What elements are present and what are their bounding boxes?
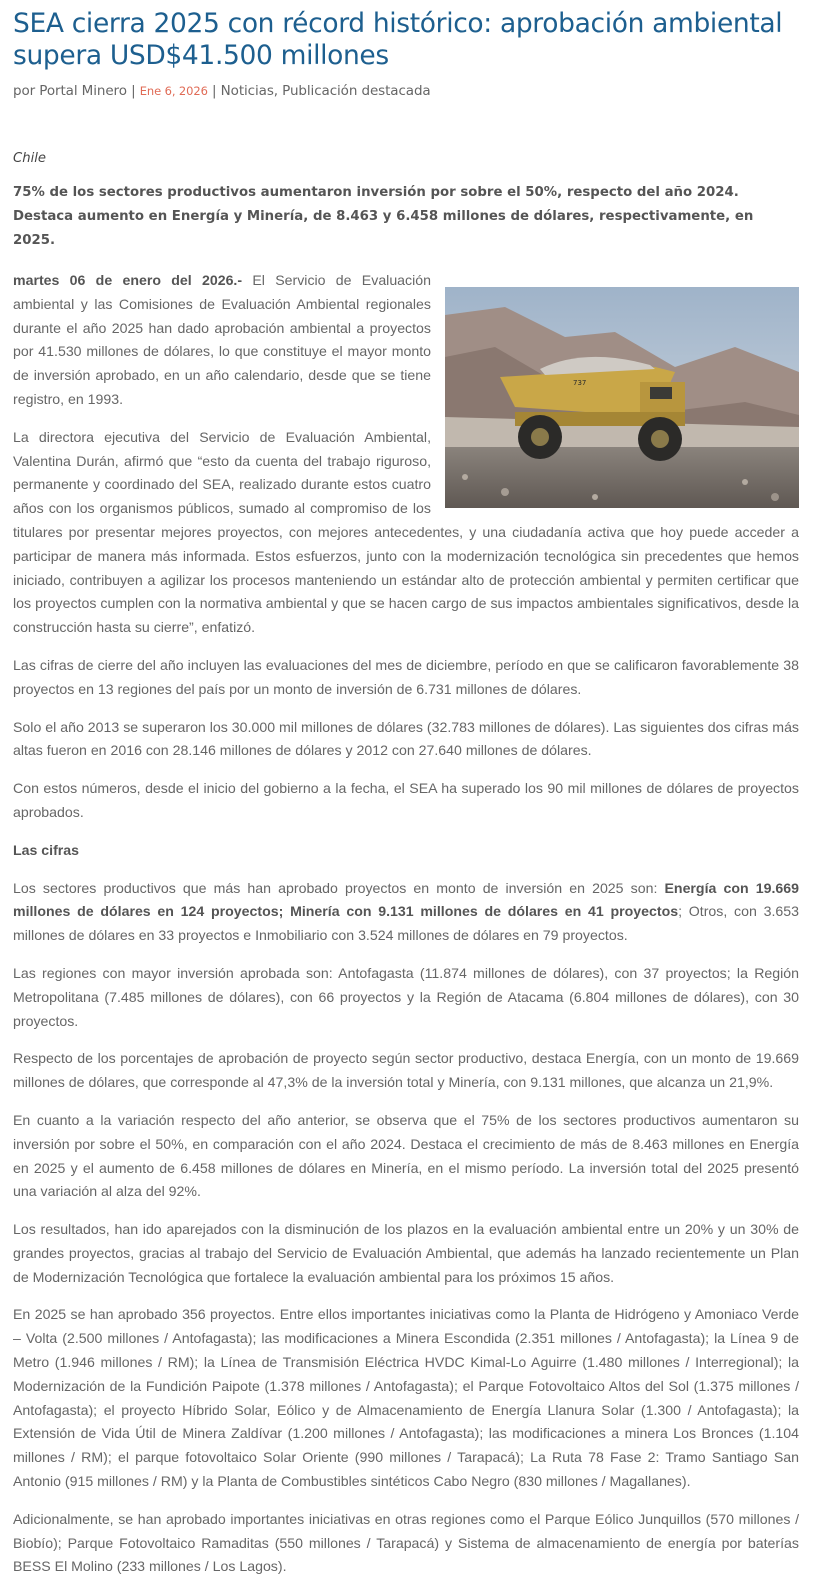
paragraph-7: Las regiones con mayor inversión aprobada son: Antofagasta (11.874 millones de dólares), con 37 proyectos; la Región Metropolitana (7.485 millones de dólares), con 66 proyectos y la Región de Atacama (6.804 millones de dólares), con 30 proyectos. bbox=[13, 964, 799, 1029]
meta-separator: | bbox=[212, 83, 217, 99]
paragraph-5: Con estos números, desde el inicio del gobierno a la fecha, el SEA ha superado los 90 mil millones de dólares de proyectos aprobados. bbox=[13, 780, 799, 820]
article-body bbox=[13, 269, 799, 1579]
paragraph-8: Respecto de los porcentajes de aprobación de proyecto según sector productivo, destaca Energía, con un monto de 19.669 millones de dólares, que corresponde al 47,3% de la inversión total y Minería, con 9.131 millones, que alcanza un 21,9%. bbox=[13, 1050, 799, 1091]
publish-date: Ene 6, 2026 bbox=[139, 84, 208, 98]
paragraph-4: Solo el año 2013 se superaron los 30.000 mil millones de dólares (32.783 millones de dólares). Las siguientes dos cifras más altas fueron en 2016 con 28.146 millones de dólares y 2012 con 27.640 millones de dólares. bbox=[13, 718, 799, 759]
truck-number: 737 bbox=[573, 379, 587, 387]
paragraph-1-text: El Servicio de Evaluación ambiental y las Comisiones de Evaluación Ambiental regionales durante el año 2025 han dado aprobación ambiental a proyectos por 41.530 millones de dólares, lo que constituye el mayor monto de inversión aprobado, en un año calendario, desde que se tiene registro, en 1993. bbox=[13, 272, 431, 407]
by-label: por bbox=[13, 83, 36, 99]
article-lead: 75% de los sectores productivos aumentaron inversión por sobre el 50%, respecto del año 2024. Destaca aumento en Energía y Minería, de 8.463 y 6.458 millones de dólares, respectivamente, en 2025. bbox=[13, 185, 754, 248]
article-meta bbox=[13, 83, 799, 99]
mining-truck-photo bbox=[445, 287, 799, 508]
article-title: SEA cierra 2025 con récord histórico: aprobación ambiental supera USD$41.500 millones bbox=[13, 8, 783, 71]
paragraph-6-bold: Energía con 19.669 millones de dólares en 124 proyectos; Minería con 9.131 millones de dólares en 41 proyectos bbox=[13, 879, 799, 920]
meta-separator: | bbox=[131, 83, 136, 99]
category-separator: , bbox=[273, 83, 278, 99]
paragraph-date: martes 06 de enero del 2026.- bbox=[13, 272, 243, 288]
paragraph-6-c: ; Otros, con 3.653 millones de dólares en 33 proyectos e Inmobiliario con 3.524 millones de dólares en 79 proyectos. bbox=[13, 903, 799, 944]
country-label: Chile bbox=[13, 151, 47, 166]
paragraph-3: Las cifras de cierre del año incluyen las evaluaciones del mes de diciembre, período en que se calificaron favorablemente 38 proyectos en 13 regiones del país por un monto de inversión de 6.731 millones de dólares. bbox=[13, 656, 799, 697]
paragraph-11: En 2025 se han aprobado 356 proyectos. Entre ellos importantes iniciativas como la Planta de Hidrógeno y Amoniaco Verde – Volta (2.500 millones / Antofagasta); las modificaciones a Minera Escondida (2.351 millones / Antofagasta); la Línea 9 de Metro (1.946 millones / RM); la Línea de Transmisión Eléctrica HVDC Kimal-Lo Aguirre (1.480 millones / Interregional); la Modernización de la Fundición Paipote (1.378 millones / Antofagasta); el Parque Fotovoltaico Altos del Sol (1.375 millones / Antofagasta); el proyecto Híbrido Solar, Eólico y de Almacenamiento de Energía Llanura Solar (1.300 / Antofagasta); la Extensión de Vida Útil de Minera Zaldívar (1.200 millones / Antofagasta); las modificaciones a minera Los Bronces (1.104 millones / RM); el parque fotovoltaico Solar Oriente (990 millones / Tarapacá); La Ruta 78 Fase 2: Tramo Santiago San Antonio (915 millones / RM) y la Planta de Combustibles sintéticos Cabo Negro (830 millones / Magallanes). bbox=[13, 1306, 799, 1490]
paragraph-2: La directora ejecutiva del Servicio de Evaluación Ambiental, Valentina Durán, afirmó que “esto da cuenta del trabajo riguroso, permanente y coordinado del SEA, realizado durante estos cuatro años con los organismos públicos, sumado al compromiso de los titulares por presentar mejores proyectos, con mejores antecedentes, y una ciudadanía activa que hoy puede acceder a participar de manera más informada. Estos esfuerzos, junto con la modernización tecnológica sin precedentes que hemos iniciado, contribuyen a agilizar los procesos manteniendo un estándar alto de protección ambiental y permiten certificar que los proyectos cumplen con la normativa ambiental y que se hacen cargo de sus impactos ambientales significativos, desde la construcción hasta su cierre”, enfatizó. bbox=[13, 428, 799, 636]
category-link-noticias[interactable]: Noticias bbox=[220, 83, 274, 99]
paragraph-9: En cuanto a la variación respecto del año anterior, se observa que el 75% de los sectores productivos aumentaron su inversión por sobre el 50%, en comparación con el año 2024. Destaca el crecimiento de más de 8.463 millones en Energía en 2025 y el aumento de 6.458 millones de dólares en Minería, en el mismo período. La inversión total del 2025 presentó una variación al alza del 92%. bbox=[13, 1111, 799, 1200]
author-link[interactable]: Portal Minero bbox=[39, 83, 127, 99]
paragraph-12: Adicionalmente, se han aprobado importantes iniciativas en otras regiones como el Parque Eólico Junquillos (570 millones / Biobío); Parque Fotovoltaico Ramaditas (550 millones / Tarapacá) y Sistema de almacenamiento de energía por baterías BESS El Molino (233 millones / Los Lagos). bbox=[13, 1510, 799, 1575]
section-heading-cifras: Las cifras bbox=[13, 841, 80, 858]
paragraph-6 bbox=[13, 877, 799, 948]
category-link-destacada[interactable]: Publicación destacada bbox=[282, 83, 431, 99]
paragraph-6-a: Los sectores productivos que más han aprobado proyectos en monto de inversión en 2025 son: bbox=[13, 879, 665, 896]
paragraph-10: Los resultados, han ido aparejados con la disminución de los plazos en la evaluación ambiental entre un 20% y un 30% de grandes proyectos, gracias al trabajo del Servicio de Evaluación Ambiental, que además ha lanzado recientemente un Plan de Modernización Tecnológica que fortalece la evaluación ambiental para los próximos 15 años. bbox=[13, 1221, 799, 1285]
ground bbox=[445, 447, 799, 508]
